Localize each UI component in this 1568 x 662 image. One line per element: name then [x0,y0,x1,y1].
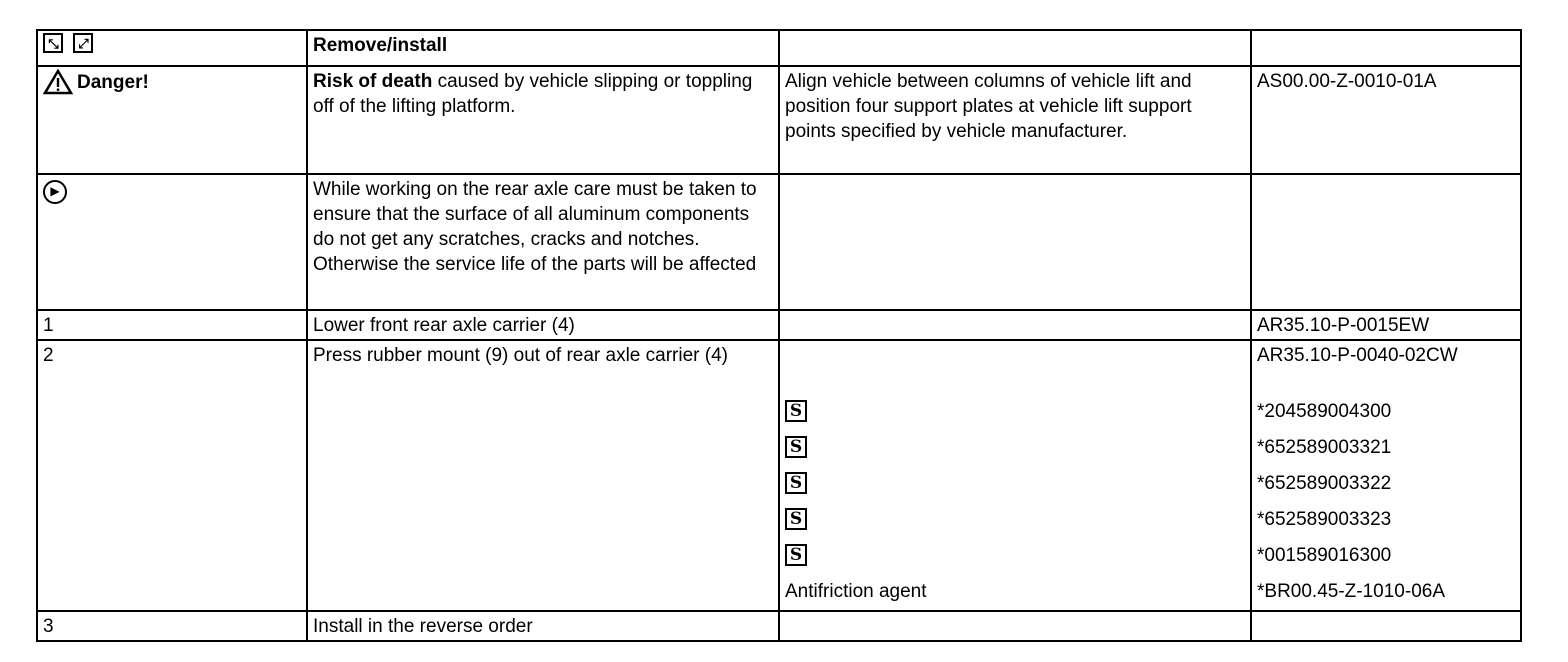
special-tools-cell [779,340,1251,611]
tool-references-cell [1251,340,1521,611]
step-number: 3 [37,611,307,641]
danger-label-cell [37,66,307,174]
note-icon-cell [37,174,307,310]
step-reference: AR35.10-P-0015EW [1251,310,1521,340]
step-number: 1 [37,310,307,340]
special-tool-icon: S [785,544,807,566]
header-empty-cell [779,30,1251,66]
step-row [37,611,1521,641]
step-reference: AR35.10-P-0040-02CW [1257,345,1458,366]
special-tool-icon: S [785,400,807,422]
step-empty-cell [779,310,1251,340]
danger-label: Danger! [77,71,149,93]
remove-icon: ⤡ [43,33,63,53]
step-number: 2 [37,340,307,611]
note-empty-cell [1251,174,1521,310]
header-row [37,30,1521,66]
warning-triangle-icon [43,69,73,95]
note-text: While working on the rear axle care must be taken to ensure that the surface of all aluminum components do not get any scratches, cracks and notches. Otherwise the service life of the parts will be affected [307,174,779,310]
tool-number: *652589003323 [1257,508,1392,530]
header-icons-cell [37,30,307,66]
step-text: Install in the reverse order [307,611,779,641]
special-tool-icon: S [785,436,807,458]
tool-number: *652589003322 [1257,472,1392,494]
step-text: Lower front rear axle carrier (4) [307,310,779,340]
step-empty-cell [779,611,1251,641]
risk-text: caused by vehicle slipping or toppling off of the lifting platform. [313,71,753,117]
danger-row [37,66,1521,174]
tool-number: *204589004300 [1257,400,1392,422]
step-row [37,310,1521,340]
danger-risk-cell [307,66,779,174]
danger-action: Align vehicle between columns of vehicle lift and position four support plates at vehicle lift support points specified by vehicle manufacturer. [779,66,1251,174]
section-title: Remove/install [307,30,779,66]
step-text: Press rubber mount (9) out of rear axle carrier (4) [307,340,779,611]
risk-heading: Risk of death [313,71,433,92]
special-tool-icon: S [785,472,807,494]
step-empty-cell [1251,611,1521,641]
header-empty-cell [1251,30,1521,66]
step-row [37,340,1521,611]
note-row [37,174,1521,310]
note-icon: ▶ [43,180,67,204]
danger-reference: AS00.00-Z-0010-01A [1251,66,1521,174]
install-icon: ⤢ [73,33,93,53]
agent-label: Antifriction agent [785,580,927,602]
repair-instructions-table [36,29,1522,642]
tool-number: *652589003321 [1257,436,1392,458]
note-empty-cell [779,174,1251,310]
agent-reference: *BR00.45-Z-1010-06A [1257,580,1445,602]
tool-number: *001589016300 [1257,544,1392,566]
special-tool-icon: S [785,508,807,530]
